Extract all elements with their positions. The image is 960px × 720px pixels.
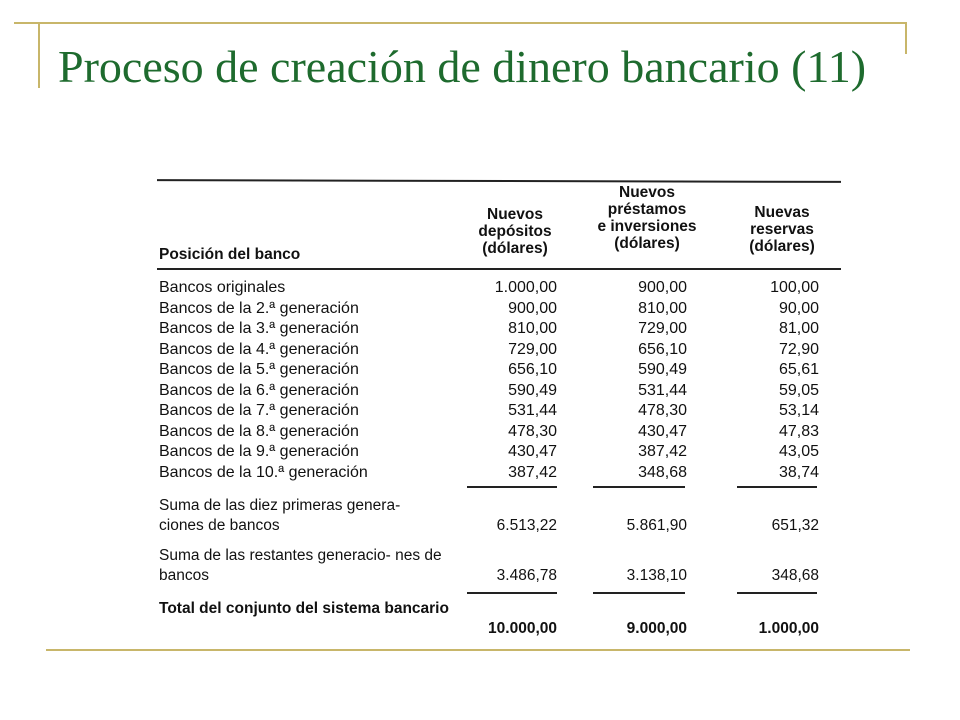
table-row: Bancos de la 4.ª generación 729,00 656,10 72,90: [159, 340, 819, 358]
table-row: Bancos de la 10.ª generación 387,42 348,68 38,74: [159, 463, 819, 481]
total-rule: [593, 592, 685, 594]
top-divider: [14, 22, 907, 24]
left-accent-line: [38, 22, 40, 88]
table-row: Bancos de la 5.ª generación 656,10 590,49 65,61: [159, 361, 819, 378]
table-row: Bancos de la 9.ª generación 430,47 387,42 43,05: [159, 443, 819, 460]
summary-row-remaining: Suma de las restantes generacio- nes de bancos 3.486,78 3.138,10 348,68: [159, 547, 819, 584]
total-rule: [467, 592, 557, 594]
table-row: Bancos de la 3.ª generación 810,00 729,00 81,00: [159, 320, 819, 337]
table-row: Bancos de la 6.ª generación 590,49 531,44 59,05: [159, 381, 819, 399]
bottom-divider: [46, 649, 910, 651]
table-row: Bancos de la 7.ª generación 531,44 478,30 53,14: [159, 402, 819, 419]
slide-title: Proceso de creación de dinero bancario (11): [58, 41, 867, 92]
header-position: Posición del banco: [159, 246, 301, 263]
header-rule: [157, 268, 841, 270]
summary-row-first-ten: Suma de las diez primeras genera- ciones de bancos 6.513,22 5.861,90 651,32: [159, 497, 819, 534]
table-row: Bancos de la 2.ª generación 900,00 810,00 90,00: [159, 299, 819, 317]
money-creation-table: [155, 174, 845, 644]
header-reserves: Nuevas reservas (dólares): [749, 204, 815, 255]
table-top-rule: [157, 179, 841, 183]
subtotal-rule: [467, 486, 557, 488]
header-deposits: Nuevos depósitos (dólares): [478, 206, 552, 257]
subtotal-rule: [593, 486, 685, 488]
table-row: Bancos de la 8.ª generación 478,30 430,47 47,83: [159, 422, 819, 440]
total-row: Total del conjunto del sistema bancario 10.000,00 9.000,00 1.000,00: [159, 600, 819, 637]
header-loans: Nuevos préstamos e inversiones (dólares): [597, 184, 697, 252]
subtotal-rule: [737, 486, 817, 488]
total-rule: [737, 592, 817, 594]
table-row: Bancos originales 1.000,00 900,00 100,00: [159, 279, 819, 296]
